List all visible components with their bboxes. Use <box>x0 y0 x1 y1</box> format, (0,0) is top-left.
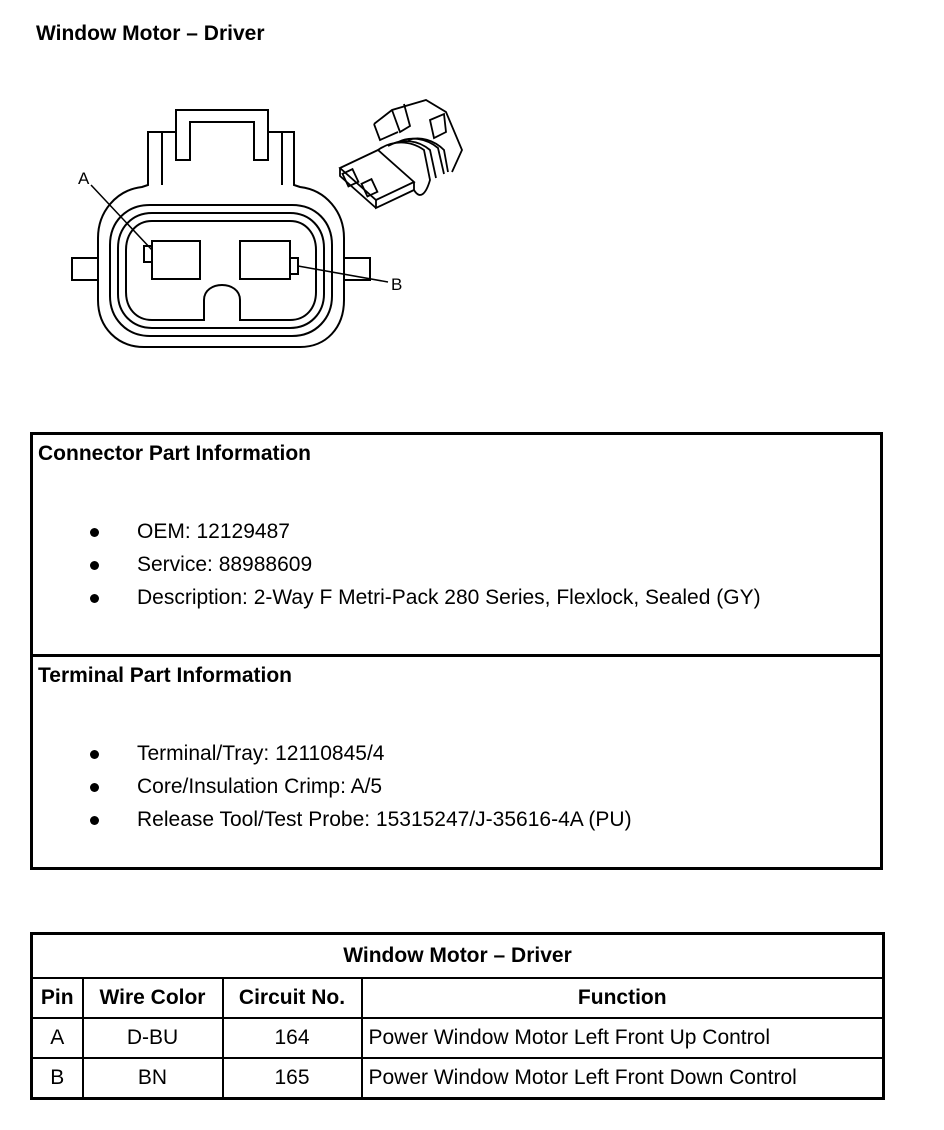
bullet-icon <box>90 750 99 759</box>
connector-face-drawing <box>72 110 370 347</box>
table-row <box>32 1018 884 1058</box>
connector-diagram <box>0 0 944 420</box>
bullet-icon <box>90 594 99 603</box>
table-caption-row <box>32 934 884 979</box>
cell-pin: B <box>32 1058 83 1099</box>
pin-table <box>30 932 885 1100</box>
column-header-function: Function <box>362 978 884 1018</box>
cell-function: Power Window Motor Left Front Up Control <box>362 1018 884 1058</box>
callout-label-a: A <box>78 169 90 188</box>
cell-pin: A <box>32 1018 83 1058</box>
table-row <box>32 1058 884 1099</box>
list-item-text: Description: 2-Way F Metri-Pack 280 Series, Flexlock, Sealed (GY) <box>137 586 761 609</box>
list-item-text: Service: 88988609 <box>137 553 313 576</box>
list-item <box>33 581 761 614</box>
list-item <box>33 515 761 548</box>
table-caption: Window Motor – Driver <box>32 934 884 979</box>
table-header-row <box>32 978 884 1018</box>
bullet-icon <box>90 816 99 825</box>
list-item <box>33 803 632 836</box>
bullet-icon <box>90 561 99 570</box>
cell-circuit: 164 <box>223 1018 362 1058</box>
callout-label-b: B <box>391 275 403 294</box>
connector-info-list <box>33 515 761 614</box>
terminal-info-title: Terminal Part Information <box>38 664 292 687</box>
column-header-pin: Pin <box>32 978 83 1018</box>
list-item-text: Core/Insulation Crimp: A/5 <box>137 775 383 798</box>
list-item <box>33 548 761 581</box>
connector-part-information <box>33 435 880 653</box>
bullet-icon <box>90 528 99 537</box>
list-item-text: OEM: 12129487 <box>137 520 290 543</box>
connector-perspective-drawing <box>340 100 462 208</box>
connector-info-title: Connector Part Information <box>38 442 312 465</box>
list-item-text: Terminal/Tray: 12110845/4 <box>137 742 385 765</box>
cell-circuit: 165 <box>223 1058 362 1099</box>
page-title: Window Motor – Driver <box>36 22 265 45</box>
part-information-box <box>30 432 883 870</box>
cell-wire-color: D-BU <box>83 1018 223 1058</box>
cell-function: Power Window Motor Left Front Down Control <box>362 1058 884 1099</box>
list-item-text: Release Tool/Test Probe: 15315247/J-35616-4A (PU) <box>137 808 632 831</box>
column-header-wire-color: Wire Color <box>83 978 223 1018</box>
column-header-circuit: Circuit No. <box>223 978 362 1018</box>
terminal-part-information <box>33 654 880 873</box>
terminal-info-list <box>33 737 632 836</box>
list-item <box>33 770 632 803</box>
list-item <box>33 737 632 770</box>
bullet-icon <box>90 783 99 792</box>
cell-wire-color: BN <box>83 1058 223 1099</box>
